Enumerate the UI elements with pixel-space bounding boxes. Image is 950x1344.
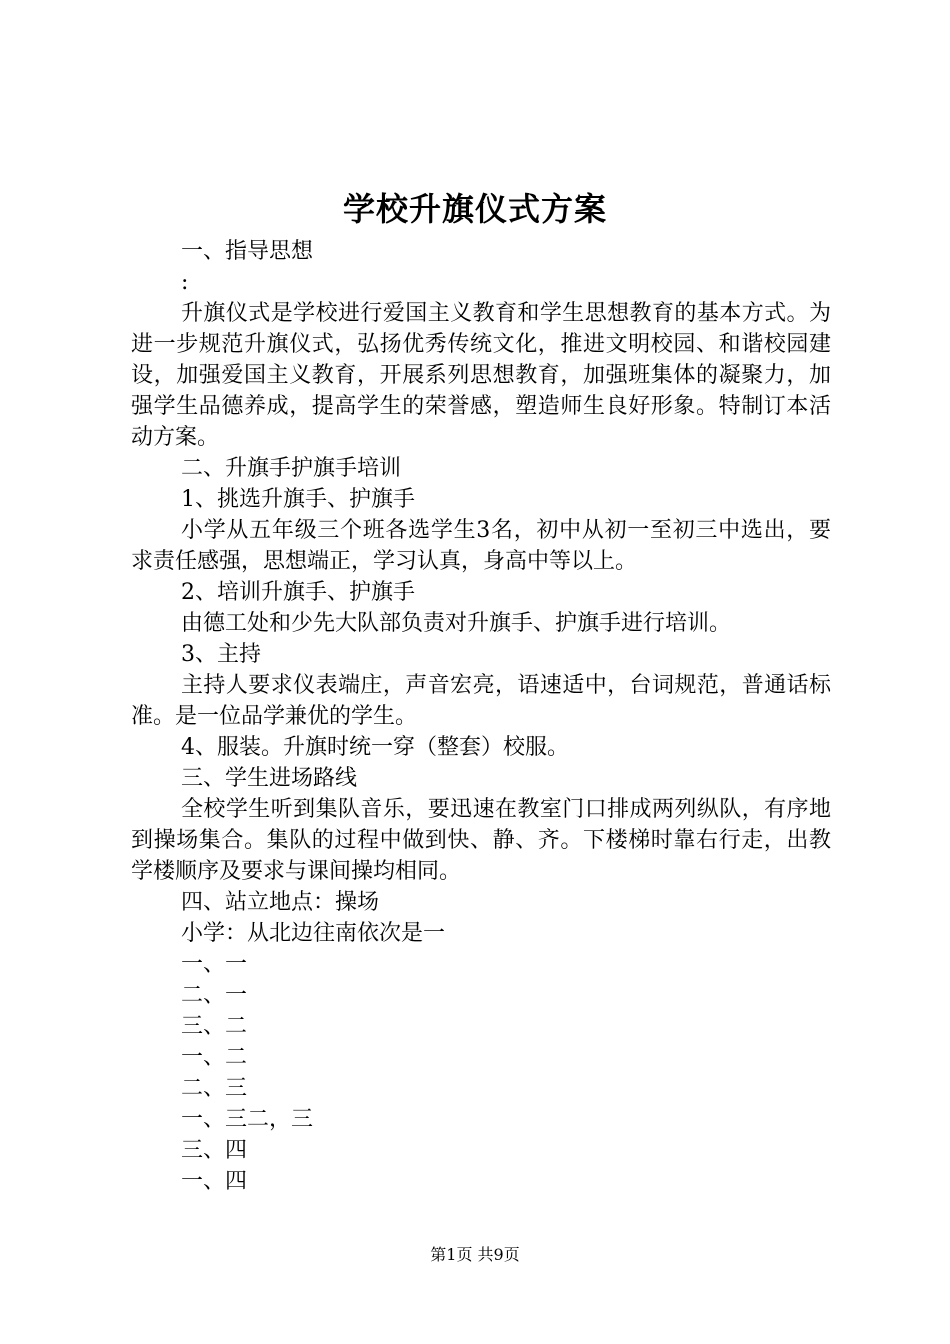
paragraph: 三、二	[181, 1014, 248, 1039]
page-footer: 第1页 共9页	[430, 1245, 520, 1264]
document-title: 学校升旗仪式方案	[342, 190, 607, 228]
paragraph: :	[181, 270, 189, 295]
paragraph: 二、三	[181, 1076, 248, 1101]
paragraph: 一、三二，三	[181, 1107, 314, 1132]
paragraph: 升旗仪式是学校进行爱国主义教育和学生思想教育的基本方式。为进一步规范升旗仪式，弘扬优秀传统文化，推进文明校园、和谐校园建设，加强爱国主义教育，开展系列思想教育，加强班集体的凝聚力，加强学生品德养成，提高学生的荣誉感，塑造师生良好形象。特制订本活动方案。	[131, 301, 831, 450]
paragraph: 二、一	[181, 983, 248, 1008]
paragraph: 一、指导思想	[181, 239, 314, 264]
paragraph: 三、学生进场路线	[181, 766, 358, 791]
paragraph: 2、培训升旗手、护旗手	[181, 580, 415, 605]
paragraph: 四、站立地点：操场	[181, 890, 380, 915]
paragraph: 小学从五年级三个班各选学生3名，初中从初一至初三中选出，要求责任感强，思想端正，学习认真，身高中等以上。	[131, 518, 831, 574]
paragraph: 三、四	[181, 1138, 248, 1163]
paragraph: 1、挑选升旗手、护旗手	[181, 487, 415, 512]
paragraph: 4、服装。升旗时统一穿（整套）校服。	[181, 735, 569, 760]
paragraph: 一、二	[181, 1045, 248, 1070]
paragraph: 3、主持	[181, 642, 261, 667]
document-body	[131, 236, 831, 1197]
paragraph: 一、一	[181, 952, 248, 977]
paragraph: 由德工处和少先大队部负责对升旗手、护旗手进行培训。	[181, 611, 732, 636]
paragraph: 二、升旗手护旗手培训	[181, 456, 402, 481]
paragraph: 全校学生听到集队音乐，要迅速在教室门口排成两列纵队，有序地到操场集合。集队的过程中做到快、静、齐。下楼梯时靠右行走，出教学楼顺序及要求与课间操均相同。	[131, 797, 831, 884]
paragraph: 小学：从北边往南依次是一	[181, 921, 446, 946]
paragraph: 一、四	[181, 1169, 248, 1194]
paragraph: 主持人要求仪表端庄，声音宏亮，语速适中，台词规范，普通话标准。是一位品学兼优的学生。	[131, 673, 831, 729]
